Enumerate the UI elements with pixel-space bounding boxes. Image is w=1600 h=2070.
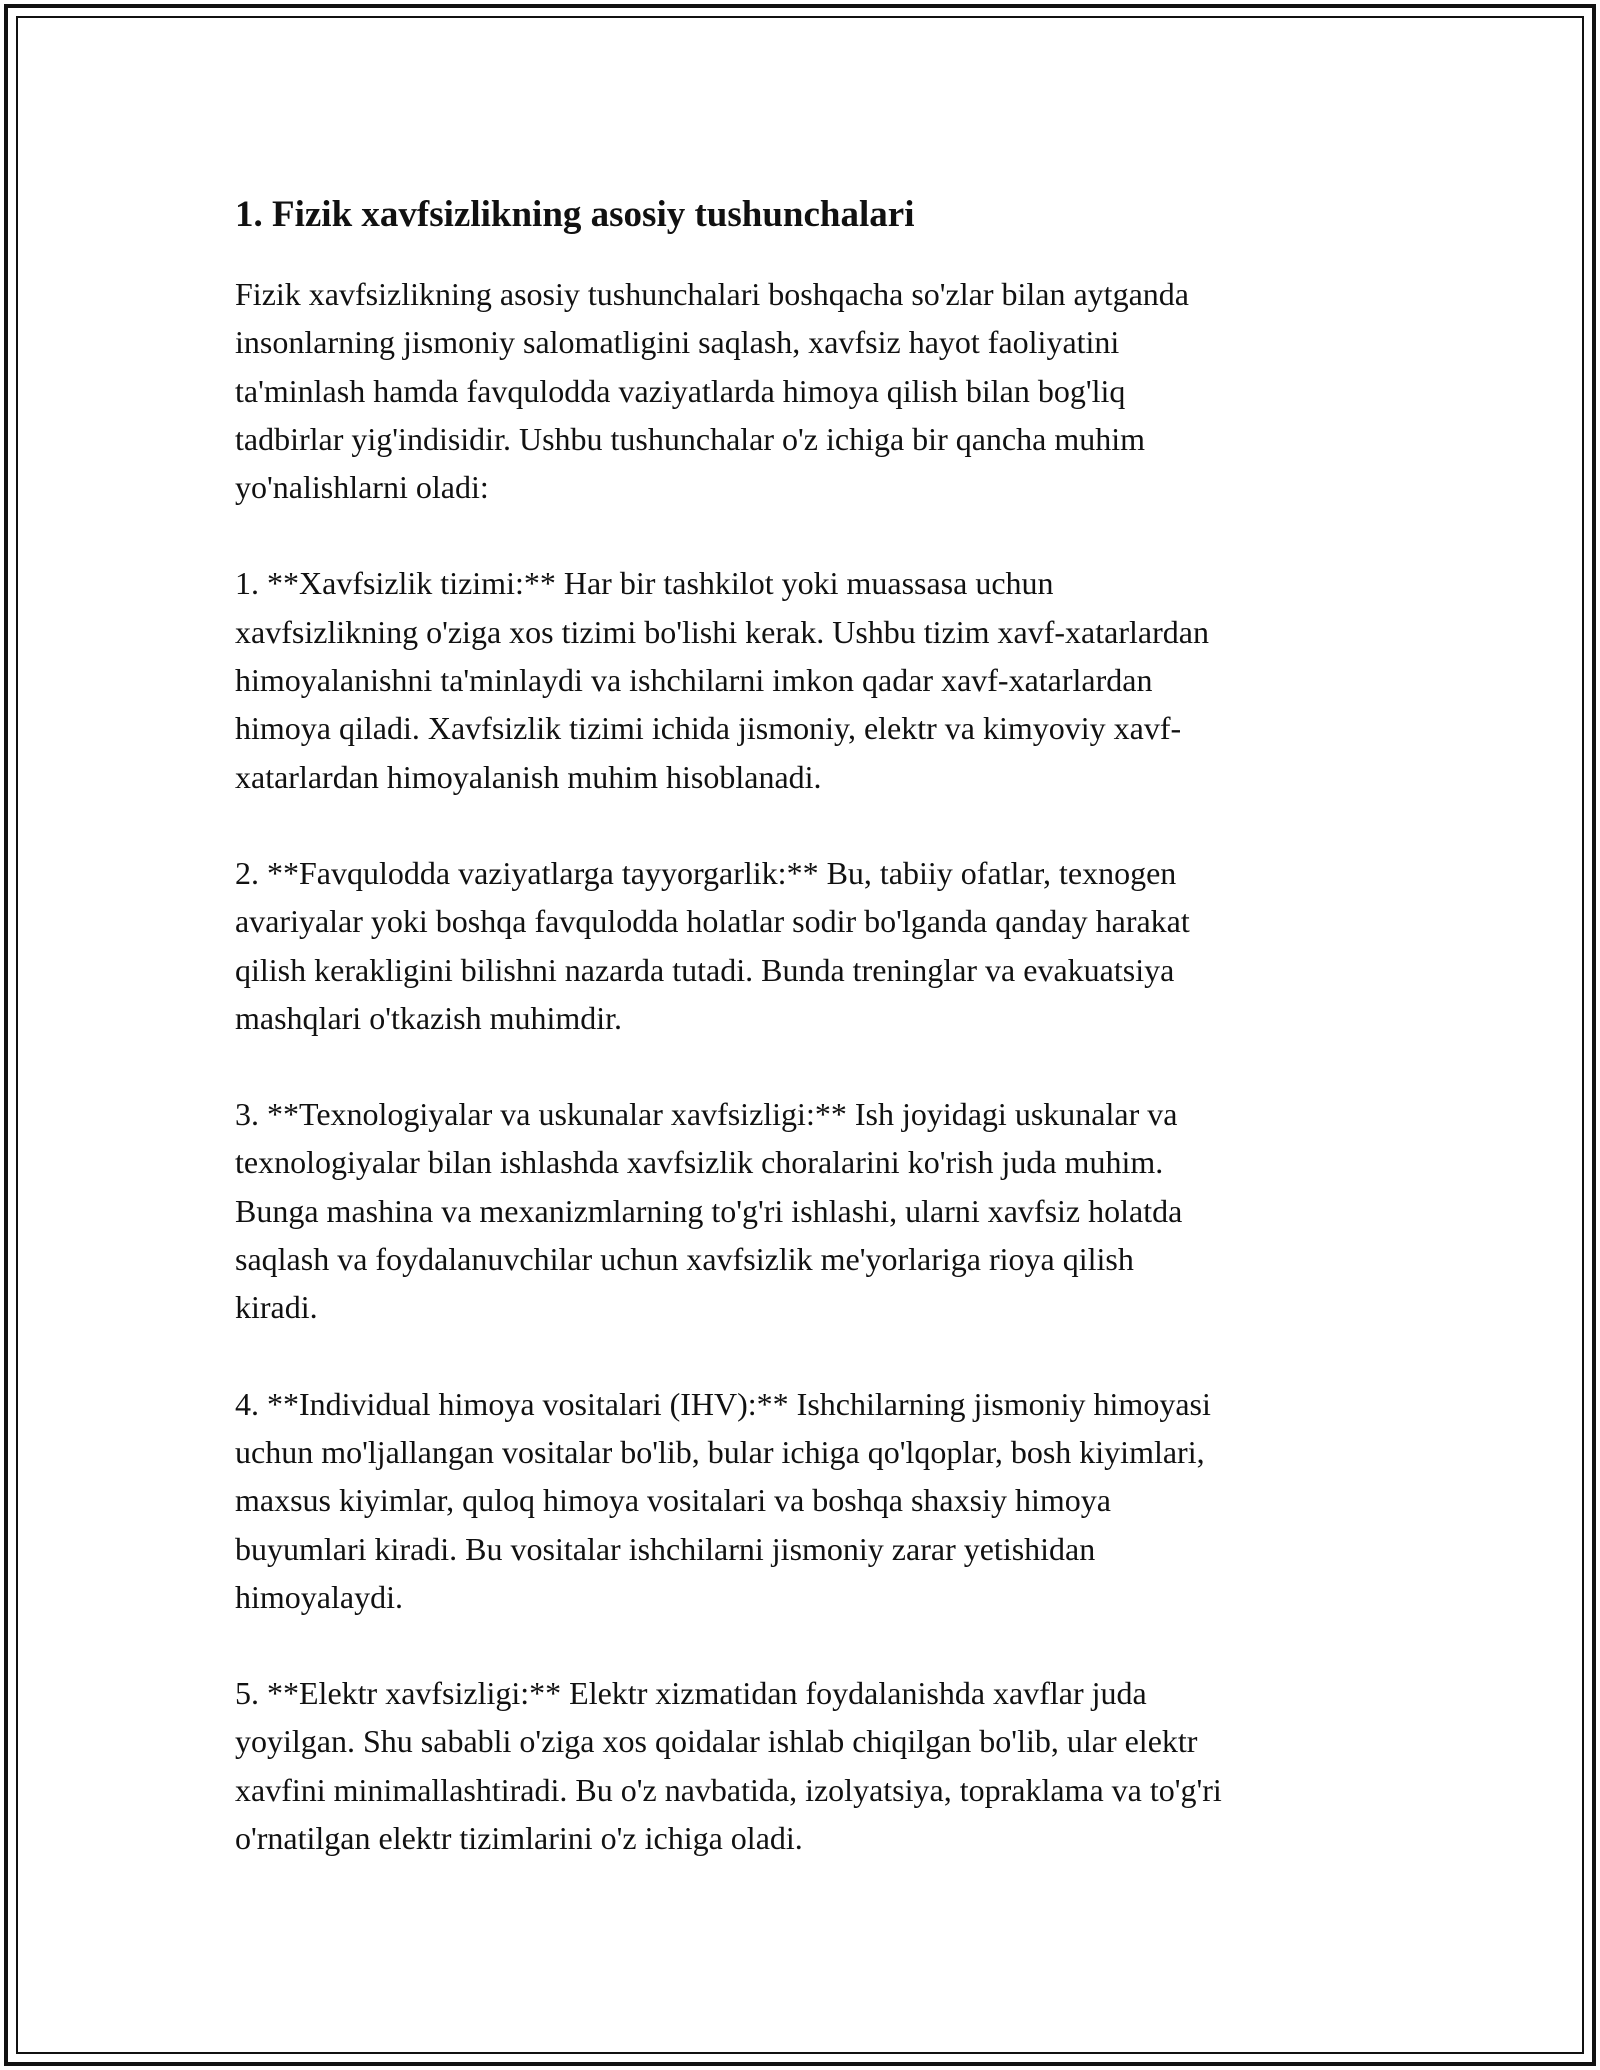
list-item-personal-protective-equipment: 4. **Individual himoya vositalari (IHV):** Ishchilarning jismoniy himoyasi uchun mo'ljallangan vositalar bo'lib, bular ichiga qo'lqoplar, bosh kiyimlari, maxsus kiyimlar, quloq himoya vositalari va boshqa shaxsiy himoya buyumlari kiradi. Bu vositalar ishchilarni jismoniy zarar yetishidan himoyalaydi. [235,1385,1211,1615]
list-item-emergency-preparedness: 2. **Favqulodda vaziyatlarga tayyorgarlik:** Bu, tabiiy ofatlar, texnogen avariyalar yoki boshqa favqulodda holatlar sodir bo'lganda qanday harakat qilish kerakligini bilishni nazarda tutadi. Bunda treninglar va evakuatsiya mashqlari o'tkazish muhimdir. [235,854,1190,1036]
list-item-security-system: 1. **Xavfsizlik tizimi:** Har bir tashkilot yoki muassasa uchun xavfsizlikning o'ziga xos tizimi bo'lishi kerak. Ushbu tizim xavf-xatarlardan himoyalanishni ta'minlaydi va ishchilarni imkon qadar xavf-xatarlardan himoya qiladi. Xavfsizlik tizimi ichida jismoniy, elektr va kimyoviy xavf- xatarlardan himoyalanish muhim hisoblanadi. [235,565,1209,795]
list-item-electrical-safety: 5. **Elektr xavfsizligi:** Elektr xizmatidan foydalanishda xavflar juda yoyilgan. Shu sababli o'ziga xos qoidalar ishlab chiqilgan bo'lib, ular elektr xavfini minimallashtiradi. Bu o'z navbatida, izolyatsiya, topraklama va to'g'ri o'rnatilgan elektr tizimlarini o'z ichiga oladi. [235,1675,1222,1857]
document-heading: 1. Fizik xavfsizlikning asosiy tushunchalari [235,194,915,235]
intro-paragraph: Fizik xavfsizlikning asosiy tushunchalari boshqacha so'zlar bilan aytganda insonlarning jismoniy salomatligini saqlash, xavfsiz hayot faoliyatini ta'minlash hamda favqulodda vaziyatlarda himoya qilish bilan bog'liq tadbirlar yig'indisidir. Ushbu tushunchalar o'z ichiga bir qancha muhim yo'nalishlarni oladi: [235,276,1189,506]
document-body [235,182,1385,1910]
list-item-equipment-safety: 3. **Texnologiyalar va uskunalar xavfsizligi:** Ish joyidagi uskunalar va texnologiyalar bilan ishlashda xavfsizlik choralarini ko'rish juda muhim. Bunga mashina va mexanizmlarning to'g'ri ishlashi, ularni xavfsiz holatda saqlash va foydalanuvchilar uchun xavfsizlik me'yorlariga rioya qilish kiradi. [235,1096,1183,1326]
